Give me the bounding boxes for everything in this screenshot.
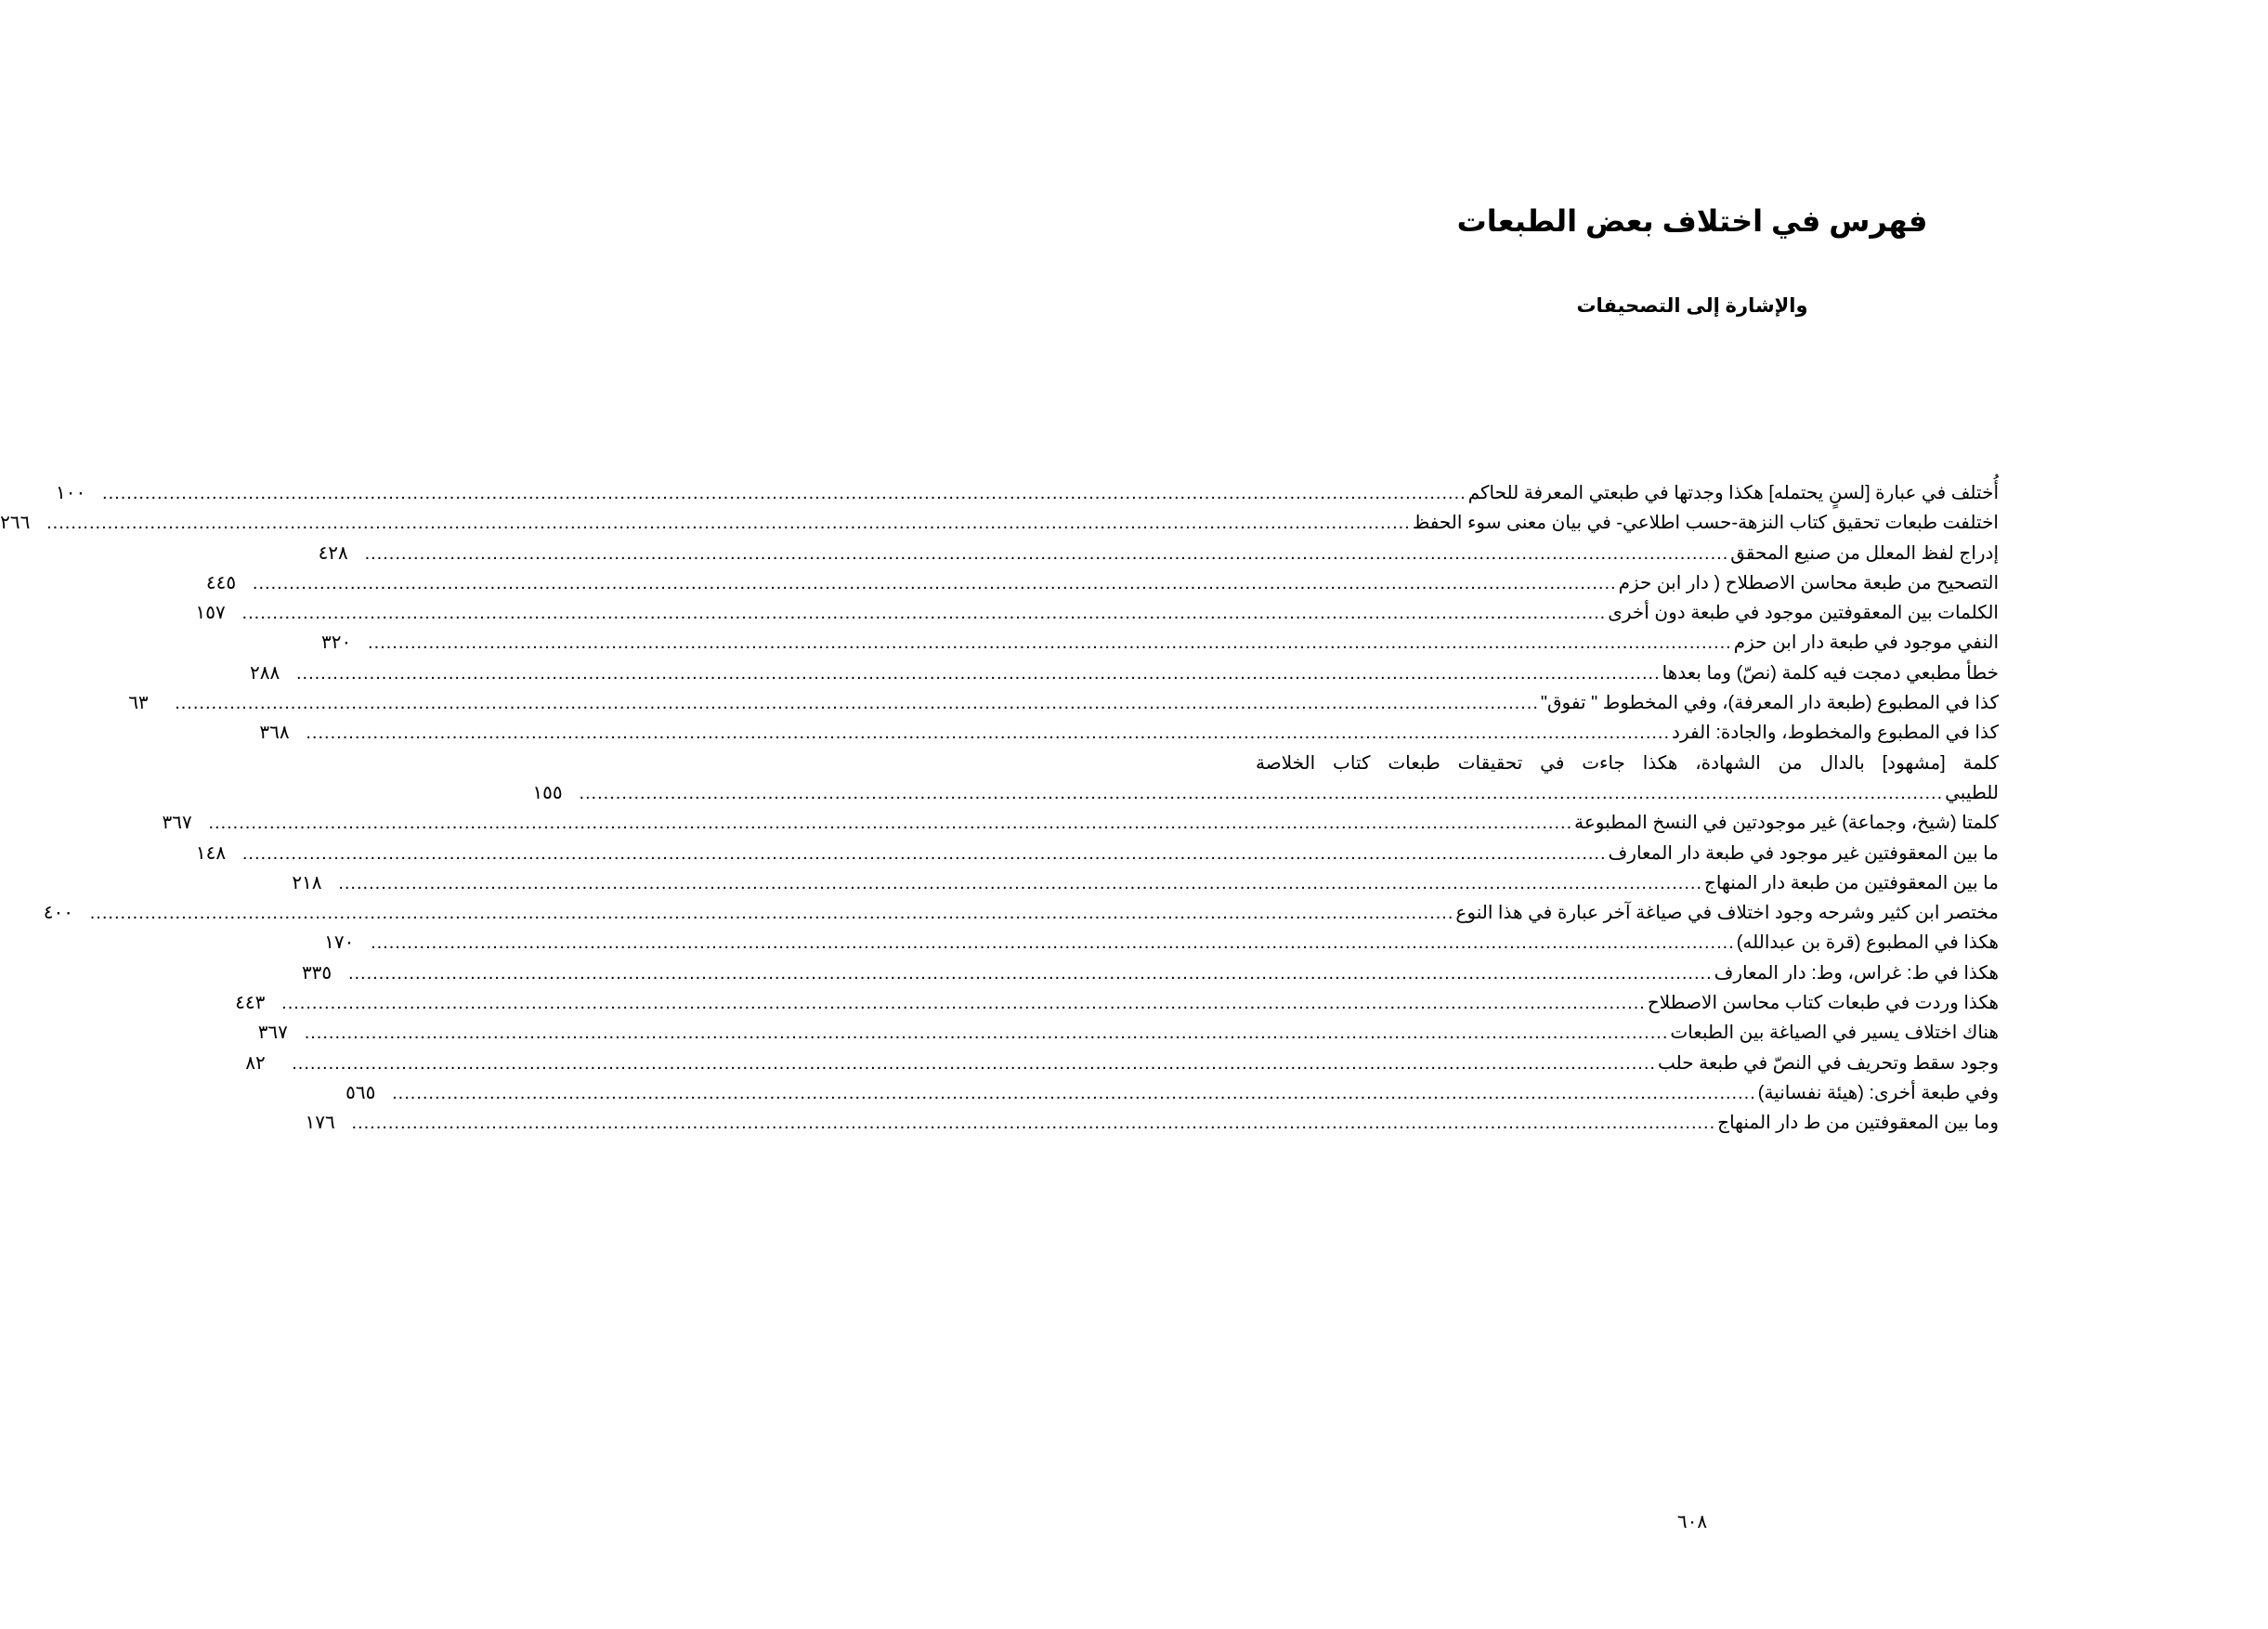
index-entry-text: ما بين المعقوفتين من طبعة دار المنهاج <box>1704 872 1999 893</box>
dot-leader <box>351 1108 1715 1138</box>
dot-leader <box>368 628 1732 658</box>
index-entry-text: كذا في المطبوع والمخطوط، والجادة: الفرد <box>1672 723 1999 744</box>
index-entry <box>257 1018 1999 1048</box>
dot-leader <box>306 718 1670 748</box>
dot-leader <box>365 539 1729 568</box>
index-entry <box>532 749 1999 809</box>
index-entry <box>205 568 1999 598</box>
index-entry <box>345 1078 1999 1108</box>
index-entry-text: كذا في المطبوع (طبعة دار المعرفة)، وفي المخطوط " تفوق" <box>1540 693 1999 714</box>
index-entry <box>259 718 1999 748</box>
dot-leader <box>175 688 1539 718</box>
index-entry-text: وفي طبعة أخرى: (هيئة نفسانية) <box>1757 1082 1999 1103</box>
dot-leader <box>392 1078 1756 1108</box>
index-entry-text: وما بين المعقوفتين من ط دار المنهاج <box>1717 1113 1999 1134</box>
index-entry <box>195 598 1999 628</box>
index-entry-text: هكذا في ط: غراس، وط: دار المعارف <box>1714 962 1999 984</box>
index-entry-page: ٨٢ <box>245 1052 266 1074</box>
dot-leader <box>579 778 1943 808</box>
index-entry-page: ٣٦٧ <box>257 1023 288 1044</box>
dot-leader <box>305 1018 1669 1048</box>
page-number: ٦٠٨ <box>1676 1512 1708 1532</box>
index-entry-page: ٣٣٥ <box>301 962 332 984</box>
index-entry <box>56 478 1999 508</box>
index-entry-page: ٦٣ <box>128 693 149 714</box>
dot-leader <box>242 839 1607 868</box>
index-entry-page: ١٧٦ <box>305 1113 335 1134</box>
index-entry-text: هكذا في المطبوع (قرة بن عبدالله) <box>1736 932 1999 954</box>
index-entry-page: ٢١٨ <box>292 872 322 893</box>
index-entry-page: ١٥٥ <box>532 782 563 803</box>
index-entry-text: اختلفت طبعات تحقيق كتاب النزهة-حسب اطلاعي- في بيان معنى سوء الحفظ <box>1412 513 1999 534</box>
index-entry <box>249 658 1999 688</box>
dot-leader <box>253 568 1617 598</box>
page-subtitle: والإشارة إلى التصحيفات <box>1576 295 1808 317</box>
index-entry-text: أُختلف في عبارة [لسنٍ يحتمله] هكذا وجدتها في طبعتي المعرفة للحاكم <box>1467 483 1999 503</box>
index-entry-page: ١٧٠ <box>324 932 355 954</box>
dot-leader <box>102 478 1466 508</box>
dot-leader <box>90 898 1454 928</box>
index-entry-text: التصحيح من طبعة محاسن الاصطلاح ( دار ابن حزم <box>1618 572 1999 593</box>
index-entry-continuation <box>532 778 1999 808</box>
index-entry <box>292 868 1999 898</box>
dot-leader <box>296 658 1661 688</box>
index-entry-page: ٢٦٦ <box>0 513 31 534</box>
index-entry-text: هناك اختلاف يسير في الصياغة بين الطبعات <box>1670 1023 1999 1044</box>
index-entry <box>43 898 1999 928</box>
index-entry-page: ٤٤٣ <box>235 993 266 1014</box>
index-entry-text: هكذا وردت في طبعات كتاب محاسن الاصطلاح <box>1647 993 1999 1014</box>
index-entry-page: ١٠٠ <box>56 483 86 503</box>
index-entry <box>0 508 1999 538</box>
index-entry <box>195 839 1999 868</box>
index-entry <box>235 988 1999 1018</box>
index-entry-page: ١٤٨ <box>195 842 227 864</box>
dot-leader <box>292 1049 1656 1078</box>
index-entry-page: ٤٤٥ <box>205 572 237 593</box>
dot-leader <box>348 958 1713 988</box>
index-entry-page: ١٥٧ <box>195 603 226 624</box>
index-entry-text: النفي موجود في طبعة دار ابن حزم <box>1733 632 1999 654</box>
index-entry-page: ٤٠٠ <box>43 903 73 924</box>
index-entry-page: ٣٦٨ <box>259 723 290 744</box>
index-entry <box>305 1108 1999 1138</box>
index-list <box>0 478 1999 1139</box>
index-entry-text: ما بين المعقوفتين غير موجود في طبعة دار المعارف <box>1608 842 1999 864</box>
dot-leader <box>338 868 1702 898</box>
dot-leader <box>46 508 1411 538</box>
index-entry-text: كلمة [مشهود] بالدال من الشهادة، هكذا جاءت في تحقيقات طبعات كتاب الخلاصة <box>1256 752 1999 774</box>
index-entry-page: ٣٢٠ <box>321 632 352 654</box>
index-entry <box>321 628 1999 658</box>
page-title: فهرس في اختلاف بعض الطبعات <box>1456 204 1928 238</box>
index-entry <box>318 539 1999 568</box>
index-entry <box>245 1049 1999 1078</box>
index-entry-text: الكلمات بين المعقوفتين موجود في طبعة دون أخرى <box>1608 603 1999 624</box>
dot-leader <box>208 808 1572 838</box>
index-entry-text-continued: للطيبي <box>1945 782 1999 803</box>
dot-leader <box>371 928 1735 958</box>
index-entry-text: كلمتا (شيخ، وجماعة) غير موجودتين في النسخ المطبوعة <box>1574 813 1999 834</box>
index-entry-page: ٢٨٨ <box>249 662 280 684</box>
index-entry <box>128 688 1999 718</box>
index-entry <box>324 928 1999 958</box>
index-entry-text: وجود سقط وتحريف في النصّ في طبعة حلب <box>1657 1052 1999 1074</box>
index-entry-text: خطأ مطبعي دمجت فيه كلمة (نصّ) وما بعدها <box>1662 662 1999 684</box>
index-entry-page: ٤٢٨ <box>318 542 348 564</box>
index-entry <box>301 958 1999 988</box>
index-entry-page: ٥٦٥ <box>345 1082 376 1103</box>
index-entry-text: إدراج لفظ المعلل من صنيع المحقق <box>1730 542 1999 564</box>
index-entry-page: ٣٦٧ <box>162 813 192 834</box>
dot-leader <box>281 988 1646 1018</box>
dot-leader <box>242 598 1607 628</box>
index-entry-text: مختصر ابن كثير وشرحه وجود اختلاف في صياغة آخر عبارة في هذا النوع <box>1455 903 1999 924</box>
index-entry <box>162 808 1999 838</box>
